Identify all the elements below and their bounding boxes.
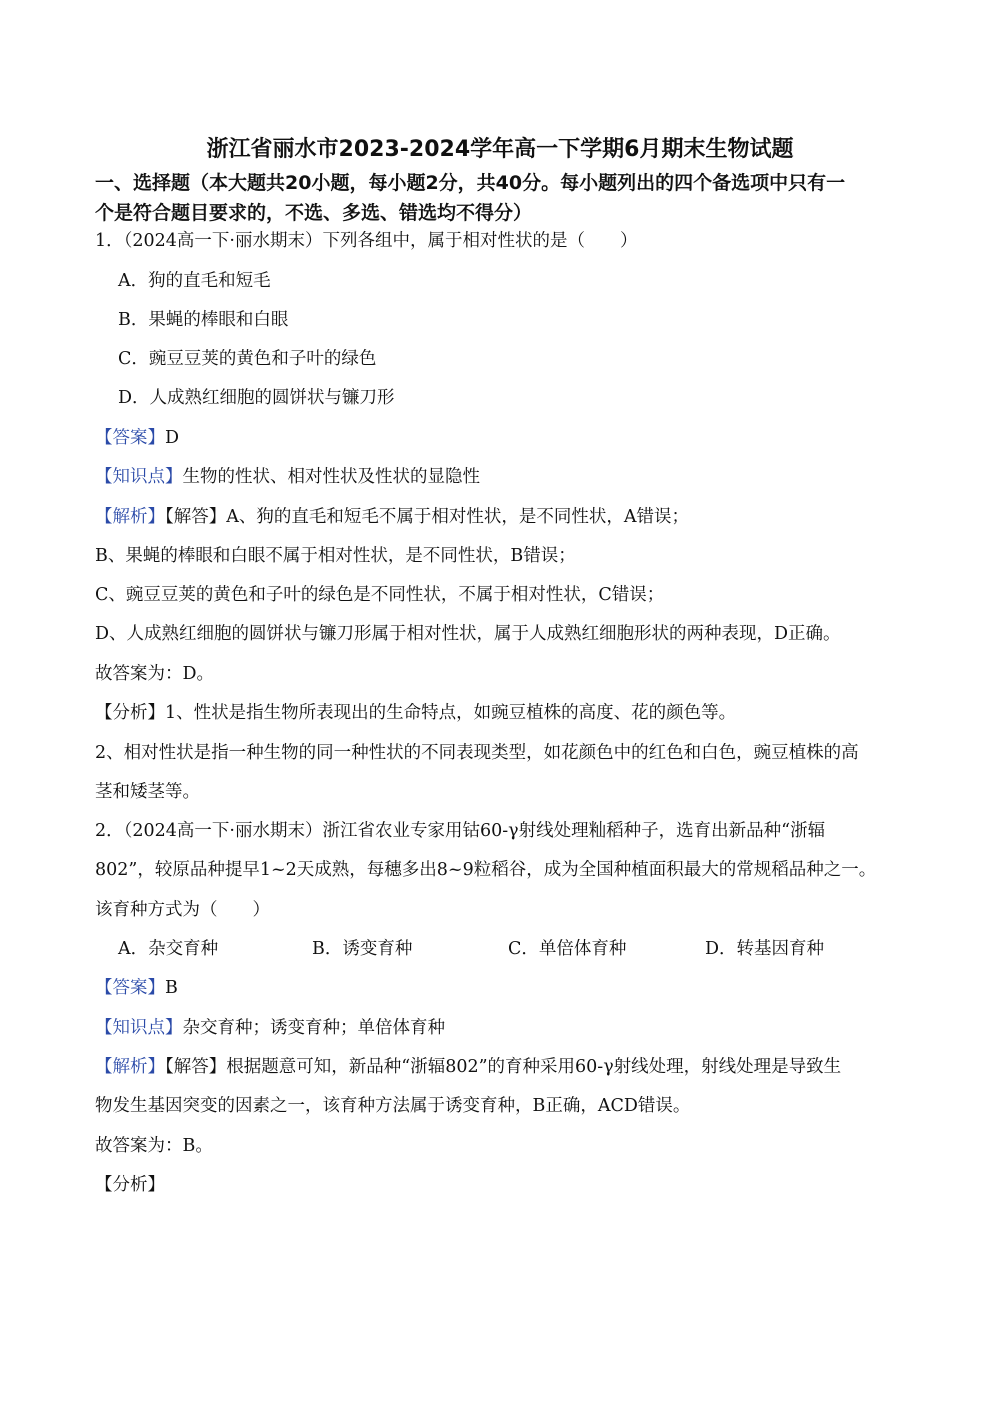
question-2-fenxi (95, 1171, 915, 1199)
question-1-option-c: C．豌豆豆荚的黄色和子叶的绿色 (118, 349, 377, 369)
knowledge-label: 【知识点】 (95, 467, 183, 487)
question-1-option-d: D．人成熟红细胞的圆饼状与镰刀形 (118, 388, 395, 408)
question-1-analysis (95, 503, 915, 531)
question-2-knowledge (95, 1014, 915, 1042)
question-2-analysis-line: 物发生基因突变的因素之一，该育种方法属于诱变育种，B正确，ACD错误。 (95, 1096, 691, 1116)
page-title: 浙江省丽水市2023-2024学年高一下学期6月期末生物试题 (206, 137, 794, 162)
question-1-fenxi-line: 茎和矮茎等。 (95, 782, 200, 802)
question-2-option-a: A．杂交育种 (118, 939, 219, 959)
section-heading-line-2: 个是符合题目要求的，不选、多选、错选均不得分） (95, 202, 533, 224)
knowledge-text: 杂交育种；诱变育种；单倍体育种 (182, 1018, 445, 1038)
question-1-option-b: B．果蝇的棒眼和白眼 (118, 310, 289, 330)
section-heading-line-1: 一、选择题（本大题共20小题，每小题2分，共40分。每小题列出的四个备选项中只有一 (95, 172, 846, 194)
question-1-fenxi (95, 699, 915, 727)
question-1-fenxi-line: 2、相对性状是指一种生物的同一种性状的不同表现类型，如花颜色中的红色和白色，豌豆植株的高 (95, 743, 859, 763)
question-2-analysis (95, 1053, 915, 1081)
analysis-text: 【解答】根据题意可知，新品种“浙辐802”的育种采用60-γ射线处理，射线处理是导致生 (165, 1057, 842, 1077)
fenxi-text: 1、性状是指生物所表现出的生命特点，如豌豆植株的高度、花的颜色等。 (165, 703, 737, 723)
question-2-option-d: D．转基因育种 (705, 939, 825, 959)
fenxi-label: 【分析】 (95, 1175, 165, 1195)
question-1-option-a: A．狗的直毛和短毛 (118, 271, 271, 291)
fenxi-label: 【分析】 (95, 703, 165, 723)
analysis-label: 【解析】 (95, 507, 165, 527)
analysis-text: 【解答】A、狗的直毛和短毛不属于相对性状，是不同性状，A错误； (165, 507, 690, 527)
question-1-analysis-line: B、果蝇的棒眼和白眼不属于相对性状，是不同性状，B错误； (95, 546, 576, 566)
question-1-analysis-line: C、豌豆豆荚的黄色和子叶的绿色是不同性状，不属于相对性状，C错误； (95, 585, 665, 605)
question-2-stem-line: 2．（2024高一下·丽水期末）浙江省农业专家用钴60-γ射线处理籼稻种子，选育出新品种“浙辐 (95, 821, 826, 841)
question-2-option-c: C．单倍体育种 (508, 939, 627, 959)
knowledge-text: 生物的性状、相对性状及性状的显隐性 (182, 467, 480, 487)
answer-value: B (165, 978, 178, 998)
answer-value: D (165, 428, 180, 448)
analysis-label: 【解析】 (95, 1057, 165, 1077)
question-2-stem-line: 802”，较原品种提早1~2天成熟，每穗多出8~9粒稻谷，成为全国种植面积最大的常规稻品种之一。 (95, 860, 877, 880)
question-1-knowledge (95, 463, 915, 491)
section-heading (95, 168, 915, 228)
question-2-answer-conclusion: 故答案为：B。 (95, 1136, 213, 1156)
question-1-answer (95, 424, 915, 452)
question-1-answer-conclusion: 故答案为：D。 (95, 664, 215, 684)
question-2-option-b: B．诱变育种 (312, 939, 413, 959)
question-1-analysis-line: D、人成熟红细胞的圆饼状与镰刀形属于相对性状，属于人成熟红细胞形状的两种表现，D正确。 (95, 624, 841, 644)
answer-label: 【答案】 (95, 428, 165, 448)
question-2-answer (95, 974, 915, 1002)
question-2-stem-line: 该育种方式为（ ） (95, 900, 270, 920)
answer-label: 【答案】 (95, 978, 165, 998)
question-1-stem: 1．（2024高一下·丽水期末）下列各组中，属于相对性状的是（ ） (95, 231, 638, 251)
knowledge-label: 【知识点】 (95, 1018, 183, 1038)
